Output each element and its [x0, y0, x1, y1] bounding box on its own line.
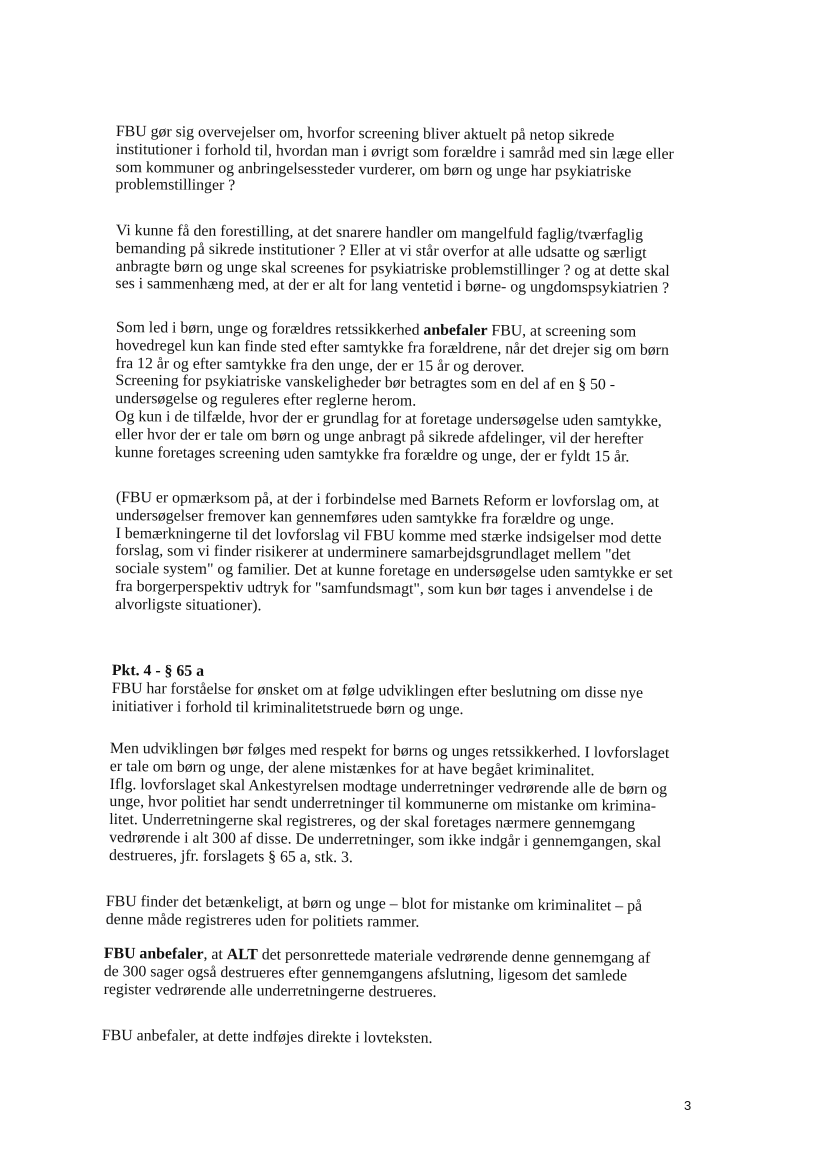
paragraph-barnets-reform-note — [115, 489, 716, 619]
text-line: destrueres, jfr. forslagets § 65 a, stk. 3. — [108, 846, 353, 866]
text-line: litet. Underretningerne skal registreres, og der skal foretages nærmere gennemgang — [109, 811, 636, 833]
text-line: som kommuner og anbringelsessteder vurderer, om børn og unge har psykiatriske — [115, 158, 632, 181]
section-heading: Pkt. 4 - § 65 a — [111, 662, 205, 680]
text-line: ses i sammenhæng med, at der er alt for lang ventetid i børne- og ungdomspsykiatrien ? — [115, 275, 670, 298]
text-line: Vi kunne få den forestilling, at det snarere handler om mangelfuld faglig/tværfaglig — [115, 222, 644, 244]
page-number: 3 — [684, 1098, 692, 1113]
text-line: unge, hvor politiet har sendt underretninger til kommunerne om mistanke om krimina- — [109, 793, 657, 816]
paragraph-recommendation-consent — [115, 319, 716, 467]
text-line: institutioner i forhold til, hvordan man i øvrigt som forældre i samråd med sin læge eller — [115, 140, 674, 163]
text-line: Screening for psykiatriske vanskeligheder bør betragtes som en del af en § 50 - — [115, 372, 616, 394]
text-line: de 300 sager også destrueres efter gennemgangens afslutning, ligesom det samlede — [103, 962, 628, 985]
text-line: (FBU er opmærksom på, at der i forbindelse med Barnets Reform er lovforslag om, at — [115, 489, 660, 511]
text-line: fra 12 år og efter samtykke fra den unge, der er 15 år og derover. — [115, 354, 525, 376]
section-pkt-4 — [112, 662, 712, 721]
text-line: FBU gør sig overvejelser om, hvorfor screening bliver aktuelt på netop sikrede — [115, 123, 615, 145]
text-line: forslag, som vi finder risikerer at underminere samarbejdsgrundlaget mellem "det — [115, 542, 631, 564]
text-line: vedrørende i alt 300 af disse. De underretninger, som ikke indgår i gennemgangen, skal — [109, 828, 662, 851]
text-line: undersøgelser fremover kan gennemføres uden samtykke fra forældre og unge. — [115, 506, 615, 529]
text-line: FBU finder det betænkeligt, at børn og unge – blot for mistanke om kriminalitet – på — [105, 893, 643, 915]
text-line: problemstillinger ? — [115, 176, 236, 195]
text-line: Men udviklingen bør følges med respekt for børns og unges retssikkerhed. I lovforslaget — [109, 740, 670, 762]
paragraph-recommendation-destroy — [104, 945, 704, 1004]
text-line: I bemærkningerne til det lovforslag vil FBU komme med stærke indsigelser mod dette — [115, 524, 662, 547]
text-line: register vedrørende alle underretningerne destrueres. — [103, 980, 437, 1001]
text-line: Iflg. lovforslaget skal Ankestyrelsen modtage underretninger vedrørende alle de børn og — [109, 775, 668, 798]
text-line: fra borgerperspektiv udtryk for "samfundsmagt", som kun bør tages i anvendelse i de — [115, 577, 653, 600]
text-line: Og kun i de tilfælde, hvor der er grundlag for at foretage undersøgelse uden samtykke, — [115, 407, 662, 430]
paragraph-concern-registration — [106, 893, 706, 934]
text-line: sociale system" og familier. Det at kunne foretage en undersøgelse uden samtykke er set — [115, 560, 673, 583]
paragraph-staffing-question — [115, 222, 716, 298]
text-line: alvorligste situationer). — [114, 595, 262, 615]
text-line: bemanding på sikrede institutioner ? Eller at vi står overfor at alle udsatte og særligt — [115, 239, 647, 262]
text-line: denne måde registreres uden for politiets rammer. — [105, 910, 420, 931]
text-line: FBU har forståelse for ønsket om at følge udviklingen efter beslutning om disse nye — [111, 679, 644, 702]
text-line: FBU anbefaler, at ALT det personrettede materiale vedrørende denne gennemgang af — [103, 945, 651, 967]
text-line: anbragte børn og unge skal screenes for psykiatriske problemstillinger ? og at dette skal — [115, 257, 670, 280]
text-line: FBU anbefaler, at dette indføjes direkte i lovteksten. — [101, 1027, 433, 1047]
text-line: hovedregel kun kan finde sted efter samtykke fra forældrene, når det drejer sig om børn — [115, 336, 669, 359]
text-line: eller hvor der er tale om børn og unge anbragt på sikrede afdelinger, vil der herefter — [114, 425, 644, 448]
paragraph-legal-certainty — [109, 740, 710, 870]
text-line: er tale om børn og unge, der alene mistænkes for at have begået kriminalitet. — [109, 757, 595, 780]
text-line: kunne foretages screening uden samtykke fra forældre og unge, der er fyldt 15 år. — [114, 443, 630, 466]
paragraph-screening-reflections — [115, 123, 716, 199]
text-line: initiativer i forhold til kriminalitetstruede børn og unge. — [111, 697, 464, 718]
text-line: Som led i børn, unge og forældres retssikkerhed anbefaler FBU, at screening som — [115, 319, 637, 341]
text-line: undersøgelse og reguleres efter reglerne herom. — [115, 390, 417, 410]
paragraph-recommendation-law-text — [102, 1027, 702, 1050]
